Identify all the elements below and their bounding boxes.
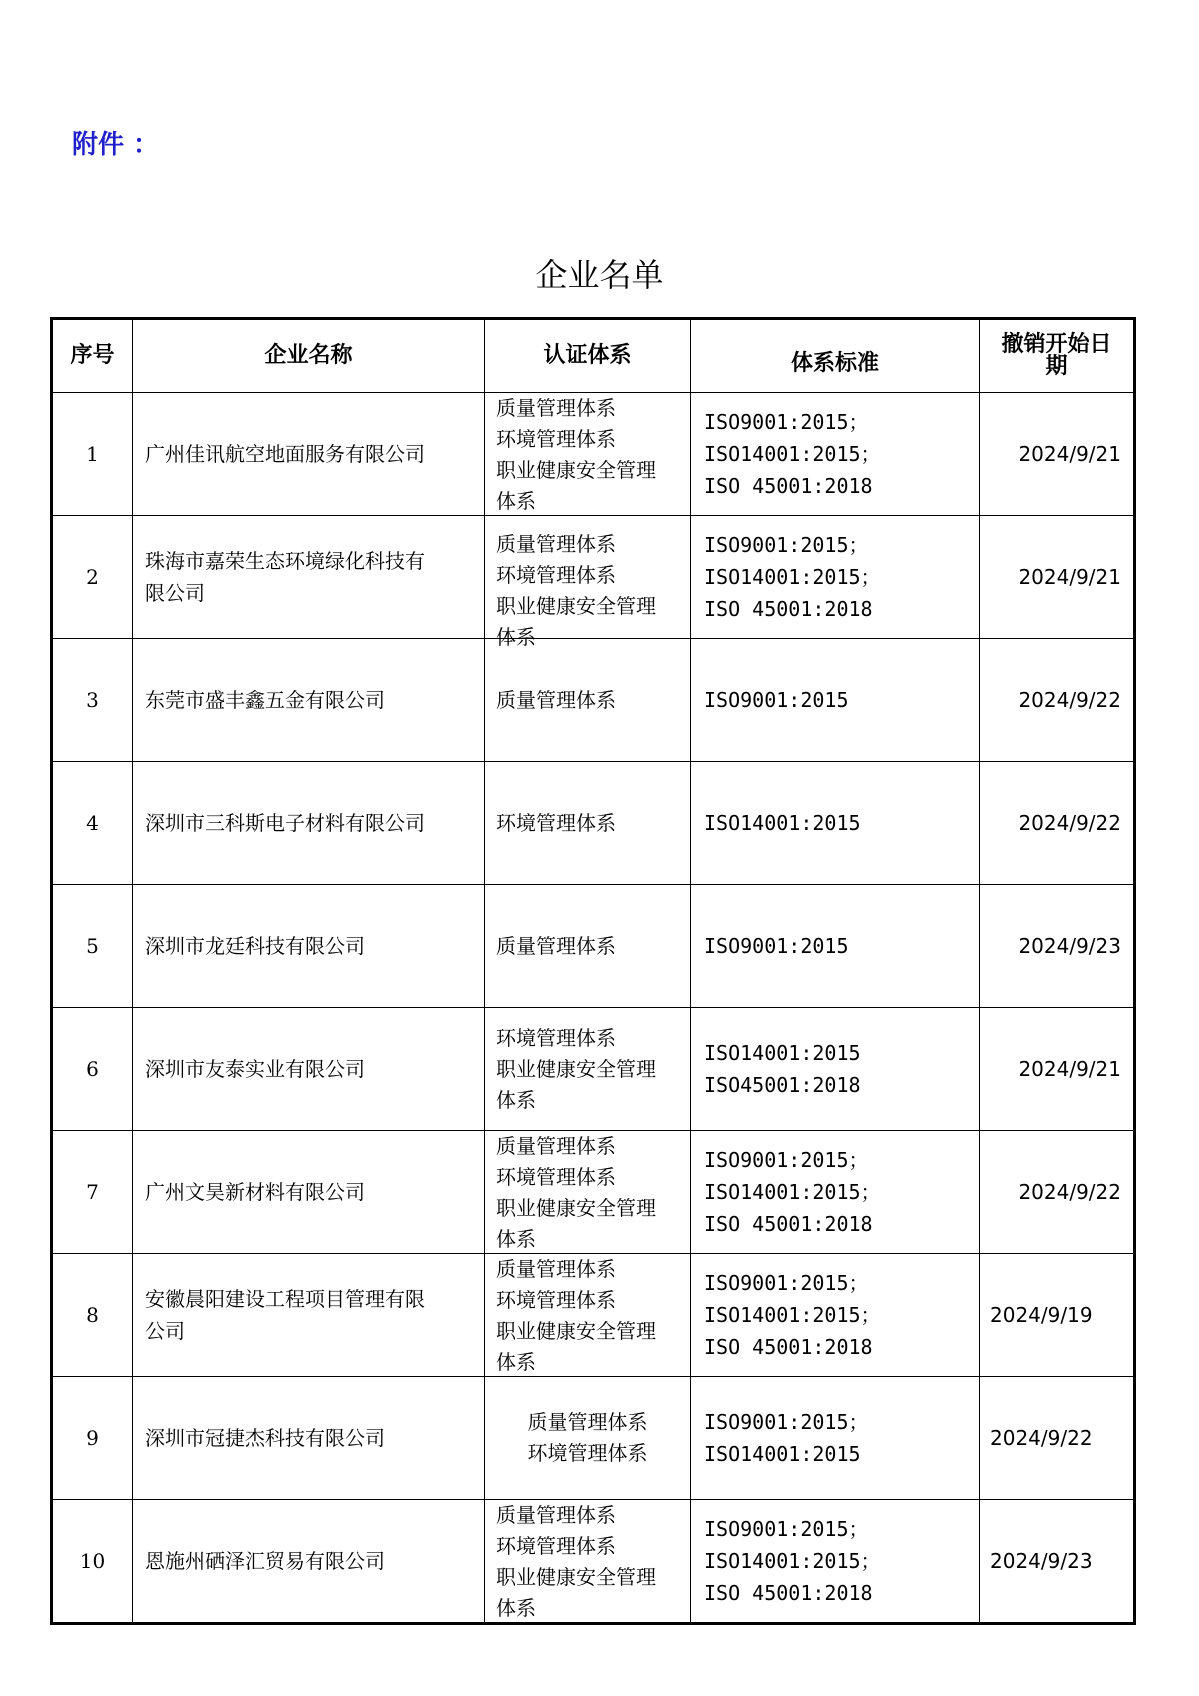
standard-line: ISO9001:2015； — [704, 1148, 869, 1172]
system-line: 环境管理体系 — [496, 563, 616, 587]
date-cell: 2024/9/22 — [980, 1131, 1135, 1254]
system-lines — [496, 1023, 690, 1116]
system-lines — [496, 808, 690, 839]
table-row — [52, 1254, 1135, 1377]
company-name-line: 深圳市龙廷科技有限公司 — [145, 934, 365, 958]
company-name-cell — [133, 516, 485, 639]
header-date-line1: 撤销开始日 — [1001, 332, 1112, 357]
date-cell: 2024/9/22 — [980, 639, 1135, 762]
date-cell: 2024/9/22 — [980, 1377, 1135, 1500]
system-line: 职业健康安全管理 — [496, 458, 656, 482]
date-cell: 2024/9/23 — [980, 1500, 1135, 1624]
standard-line: ISO14001:2015； — [704, 565, 881, 589]
system-line: 环境管理体系 — [496, 1288, 616, 1312]
table-row — [52, 1008, 1135, 1131]
company-name-cell — [133, 1377, 485, 1500]
date-cell: 2024/9/21 — [980, 516, 1135, 639]
company-name-line: 广州佳讯航空地面服务有限公司 — [145, 442, 425, 466]
system-line: 质量管理体系 — [496, 1134, 616, 1158]
header-date — [980, 319, 1135, 393]
standard-line: ISO 45001:2018 — [704, 1212, 873, 1236]
date-cell: 2024/9/22 — [980, 762, 1135, 885]
company-name-cell — [133, 639, 485, 762]
system-lines — [496, 1254, 690, 1376]
table-row — [52, 762, 1135, 885]
standard-cell — [691, 516, 980, 639]
table-row — [52, 1377, 1135, 1500]
enterprise-table — [50, 317, 1136, 1625]
system-line: 环境管理体系 — [496, 1165, 616, 1189]
system-cell — [485, 885, 691, 1008]
system-cell — [485, 1500, 691, 1624]
company-name-line: 安徽晨阳建设工程项目管理有限 — [145, 1287, 425, 1311]
system-line: 质量管理体系 — [496, 532, 616, 556]
company-name-cell — [133, 1254, 485, 1377]
system-line: 环境管理体系 — [496, 1025, 616, 1050]
system-line: 质量管理体系 — [496, 396, 616, 420]
system-lines — [496, 529, 690, 649]
company-name-line: 恩施州硒泽汇贸易有限公司 — [145, 1549, 385, 1573]
company-name-cell — [133, 1500, 485, 1624]
company-name-line: 深圳市友泰实业有限公司 — [145, 1057, 365, 1081]
standard-line: ISO14001:2015； — [704, 1549, 881, 1573]
seq-cell: 7 — [52, 1131, 133, 1254]
date-cell: 2024/9/21 — [980, 393, 1135, 516]
page-title: 企业名单 — [535, 256, 664, 294]
standard-line: ISO9001:2015 — [704, 688, 849, 712]
standard-cell — [691, 639, 980, 762]
system-line: 质量管理体系 — [496, 687, 616, 712]
seq-cell: 5 — [52, 885, 133, 1008]
system-line: 质量管理体系 — [496, 1257, 616, 1281]
company-name-line: 广州文昊新材料有限公司 — [145, 1180, 365, 1204]
system-cell — [485, 1377, 691, 1500]
system-lines — [496, 931, 690, 962]
system-line: 环境管理体系 — [496, 1534, 616, 1558]
seq-cell: 8 — [52, 1254, 133, 1377]
standard-line: ISO9001:2015； — [704, 1517, 869, 1541]
standard-cell — [691, 1254, 980, 1377]
system-cell — [485, 1131, 691, 1254]
system-line: 体系 — [496, 1227, 536, 1251]
standard-cell — [691, 1008, 980, 1131]
system-line: 体系 — [496, 489, 536, 513]
standard-cell — [691, 762, 980, 885]
system-lines — [496, 685, 690, 716]
system-cell — [485, 762, 691, 885]
table-row — [52, 516, 1135, 639]
header-date-line2: 期 — [1045, 354, 1068, 379]
company-name-line: 限公司 — [145, 581, 205, 605]
company-name-line: 深圳市三科斯电子材料有限公司 — [145, 811, 425, 835]
standard-cell — [691, 885, 980, 1008]
system-line: 环境管理体系 — [496, 810, 616, 835]
header-standard: 体系标准 — [691, 319, 980, 393]
header-seq: 序号 — [52, 319, 133, 393]
standard-line: ISO9001:2015； — [704, 1271, 869, 1295]
system-line: 职业健康安全管理 — [496, 594, 656, 618]
company-name-cell — [133, 393, 485, 516]
system-line: 职业健康安全管理 — [496, 1196, 656, 1220]
company-name-line: 深圳市冠捷杰科技有限公司 — [145, 1426, 385, 1450]
system-line: 质量管理体系 — [527, 1410, 648, 1434]
header-name: 企业名称 — [133, 319, 485, 393]
standard-cell — [691, 1131, 980, 1254]
system-line: 体系 — [496, 1087, 536, 1112]
system-line: 职业健康安全管理 — [496, 1319, 656, 1343]
system-line: 体系 — [496, 1596, 536, 1620]
seq-cell: 3 — [52, 639, 133, 762]
table-row — [52, 1131, 1135, 1254]
table-header-row — [52, 319, 1135, 393]
company-name-line: 公司 — [145, 1319, 185, 1343]
seq-cell: 4 — [52, 762, 133, 885]
system-line: 质量管理体系 — [496, 933, 616, 958]
table-row — [52, 1500, 1135, 1624]
system-cell — [485, 1008, 691, 1131]
table-row — [52, 639, 1135, 762]
standard-cell — [691, 393, 980, 516]
system-lines — [485, 1407, 690, 1469]
system-line: 职业健康安全管理 — [496, 1056, 656, 1081]
standard-line: ISO 45001:2018 — [704, 1581, 873, 1605]
system-line: 环境管理体系 — [496, 427, 616, 451]
standard-line: ISO14001:2015； — [704, 1303, 881, 1327]
date-cell: 2024/9/19 — [980, 1254, 1135, 1377]
standard-line: ISO14001:2015； — [704, 442, 881, 466]
company-name-cell — [133, 1131, 485, 1254]
standard-line: ISO9001:2015； — [704, 533, 869, 557]
table-row — [52, 393, 1135, 516]
date-cell: 2024/9/21 — [980, 1008, 1135, 1131]
standard-line: ISO9001:2015； — [704, 410, 869, 434]
system-line: 职业健康安全管理 — [496, 1565, 656, 1589]
system-line: 体系 — [496, 625, 536, 649]
table-row — [52, 885, 1135, 1008]
standard-line: ISO14001:2015 — [704, 811, 861, 835]
attachment-label: 附件 ： — [72, 130, 160, 160]
company-name-cell — [133, 885, 485, 1008]
system-lines — [496, 1131, 690, 1253]
company-name-cell — [133, 1008, 485, 1131]
standard-line: ISO9001:2015 — [704, 934, 849, 958]
company-name-line: 珠海市嘉荣生态环境绿化科技有 — [145, 549, 425, 573]
standard-line: ISO14001:2015 — [704, 1041, 861, 1065]
system-lines — [496, 1500, 690, 1622]
system-cell — [485, 639, 691, 762]
standard-line: ISO9001:2015； — [704, 1410, 869, 1434]
seq-cell: 1 — [52, 393, 133, 516]
standard-line: ISO45001:2018 — [704, 1073, 861, 1097]
system-cell — [485, 516, 691, 649]
standard-line: ISO 45001:2018 — [704, 474, 873, 498]
system-cell — [485, 1254, 691, 1377]
system-line: 体系 — [496, 1350, 536, 1374]
company-name-line: 东莞市盛丰鑫五金有限公司 — [145, 688, 385, 712]
header-system: 认证体系 — [485, 319, 691, 393]
seq-cell: 10 — [52, 1500, 133, 1624]
date-cell: 2024/9/23 — [980, 885, 1135, 1008]
standard-cell — [691, 1500, 980, 1624]
standard-line: ISO 45001:2018 — [704, 1335, 873, 1359]
company-name-cell — [133, 762, 485, 885]
standard-line: ISO14001:2015； — [704, 1180, 881, 1204]
system-line: 质量管理体系 — [496, 1503, 616, 1527]
standard-line: ISO 45001:2018 — [704, 597, 873, 621]
standard-cell — [691, 1377, 980, 1500]
seq-cell: 9 — [52, 1377, 133, 1500]
standard-line: ISO14001:2015 — [704, 1442, 861, 1466]
seq-cell: 6 — [52, 1008, 133, 1131]
system-lines — [496, 393, 690, 515]
seq-cell: 2 — [52, 516, 133, 639]
system-line: 环境管理体系 — [527, 1441, 648, 1465]
system-cell — [485, 393, 691, 516]
